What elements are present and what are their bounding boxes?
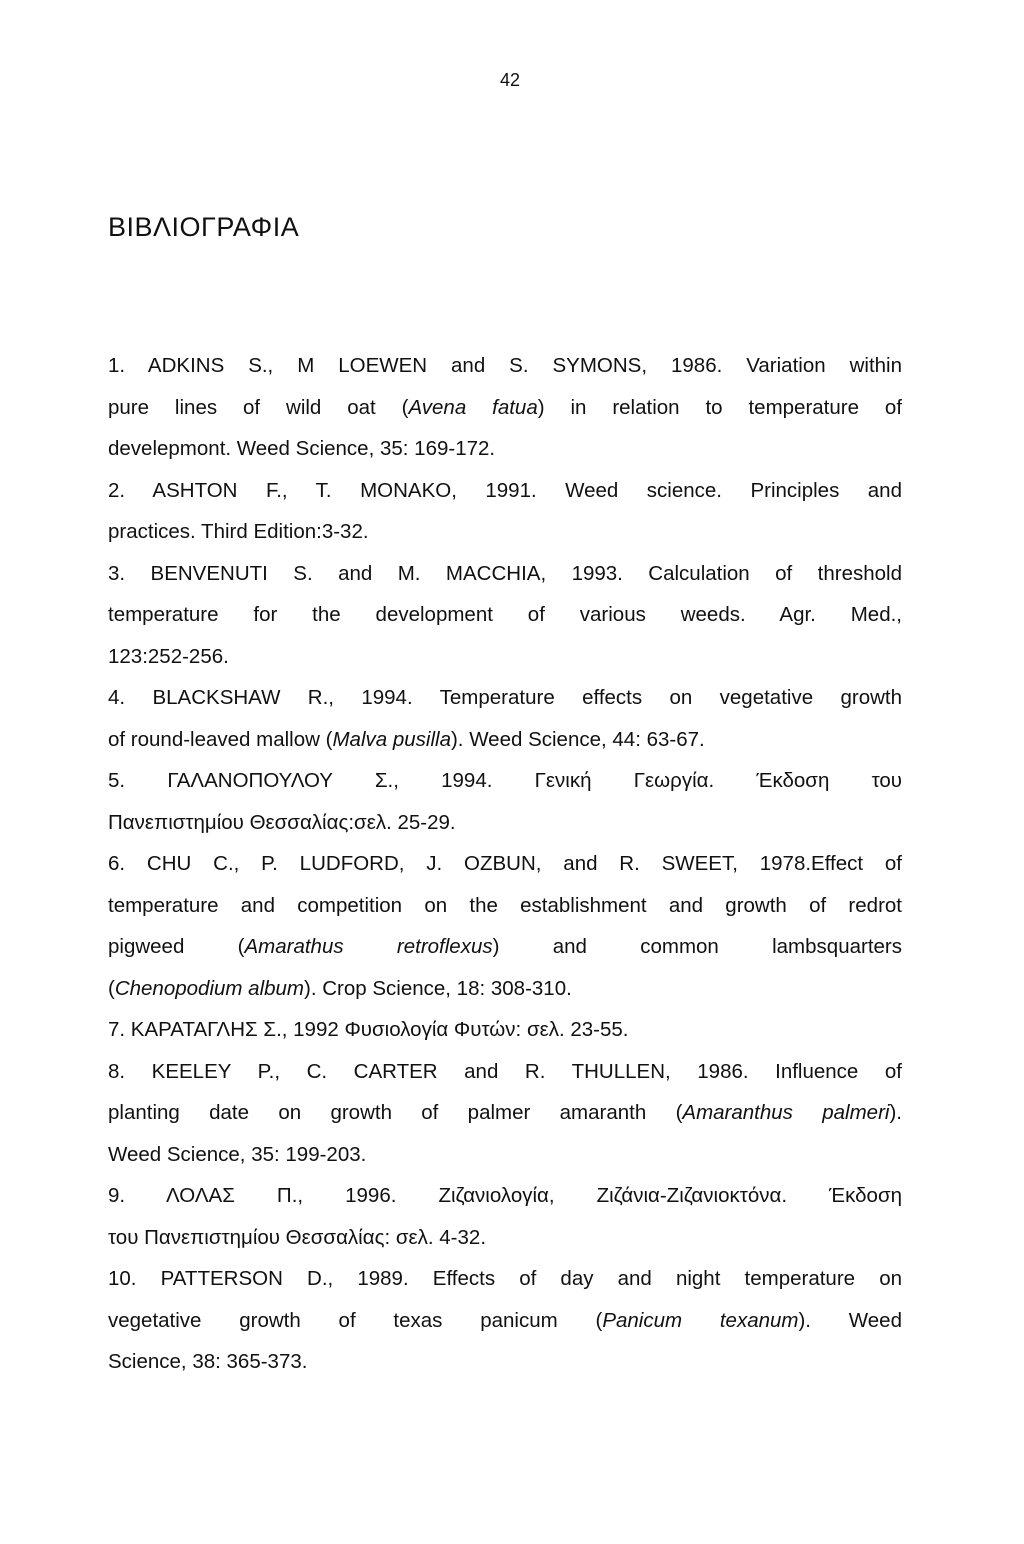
reference-line [108,719,902,761]
reference-text: planting date on growth of palmer amaranth ( [108,1101,683,1124]
reference-text: temperature for the development of various weeds. Agr. Med., [108,603,902,626]
reference-entry [108,345,902,470]
reference-text: of round-leaved mallow ( [108,727,333,751]
reference-text: Weed Science, 35: 199-203. [108,1142,367,1166]
bibliography-heading: ΒΙΒΛΙΟΓΡΑΦΙΑ [108,212,300,242]
species-name: Avena fatua [408,395,538,419]
reference-line [108,1134,902,1176]
reference-text: temperature and competition on the establishment and growth of redrot [108,893,902,917]
reference-line [108,760,902,802]
reference-text: Πανεπιστημίου Θεσσαλίας:σελ. 25-29. [108,810,456,834]
reference-text: 9. ΛΟΛΑΣ Π., 1996. Ζιζανιολογία, Ζιζάνια-Ζιζανιοκτόνα. Έκδοση [108,1184,902,1207]
reference-text: 7. ΚΑΡΑΤΑΓΛΗΣ Σ., 1992 Φυσιολογία Φυτών: σελ. 23-55. [108,1018,629,1041]
reference-line [108,843,902,885]
reference-line [108,387,902,429]
reference-line [108,636,902,678]
reference-list [108,345,902,1383]
reference-text: του Πανεπιστημίου Θεσσαλίας: σελ. 4-32. [108,1225,487,1249]
reference-text: practices. Third Edition:3-32. [108,520,369,543]
reference-text: 2. ASHTON F., T. MONAKO, 1991. Weed science. Principles and [108,478,902,502]
reference-line [108,1175,902,1217]
reference-line [108,885,902,927]
reference-line [108,428,902,470]
reference-text: ) in relation to temperature of [537,395,902,419]
reference-entry [108,677,902,760]
reference-text: ). Weed [798,1308,902,1332]
reference-text: ). [889,1101,902,1124]
reference-text: 10. PATTERSON D., 1989. Effects of day and night temperature on [108,1267,902,1290]
reference-entry [108,470,902,553]
reference-entry [108,760,902,843]
reference-text: ) and common lambsquarters [492,935,902,958]
reference-entry [108,1051,902,1176]
page-number: 42 [499,70,521,90]
reference-text: 1. ADKINS S., M LOEWEN and S. SYMONS, 1986. Variation within [108,354,902,377]
reference-line [108,1300,902,1342]
reference-text: ( [108,976,115,1000]
reference-line [108,1009,902,1051]
reference-entry [108,553,902,678]
reference-text: 6. CHU C., P. LUDFORD, J. OZBUN, and R. SWEET, 1978.Effect of [108,852,902,875]
reference-text: 3. BENVENUTI S. and M. MACCHIA, 1993. Calculation of threshold [108,561,902,585]
reference-line [108,926,902,968]
species-name: Malva pusilla [332,727,451,751]
species-name: Amaranthus palmeri [682,1101,890,1124]
reference-entry [108,1175,902,1258]
species-name: Panicum texanum [602,1308,799,1332]
reference-line [108,1217,902,1259]
reference-entry [108,843,902,1009]
reference-text: 5. ΓΑΛΑΝΟΠΟΥΛΟΥ Σ., 1994. Γενική Γεωργία. Έκδοση του [108,769,902,792]
reference-text: ). Weed Science, 44: 63-67. [450,727,705,751]
reference-entry [108,1009,902,1051]
reference-text: pure lines of wild oat ( [108,395,409,419]
reference-line [108,677,902,719]
reference-line [108,511,902,553]
reference-text: develepmont. Weed Science, 35: 169-172. [108,437,496,460]
reference-entry [108,1258,902,1383]
reference-text: vegetative growth of texas panicum ( [108,1308,603,1332]
species-name: Amarathus retroflexus [244,935,493,958]
reference-line [108,1092,902,1134]
reference-line [108,1341,902,1383]
reference-line [108,968,902,1010]
species-name: Chenopodium album [114,976,305,1000]
reference-line [108,1051,902,1093]
reference-text: 4. BLACKSHAW R., 1994. Temperature effects on vegetative growth [108,686,902,709]
reference-text: Science, 38: 365-373. [108,1350,308,1373]
reference-text: pigweed ( [108,935,245,958]
reference-text: 123:252-256. [108,644,229,668]
reference-text: 8. KEELEY P., C. CARTER and R. THULLEN, 1986. Influence of [108,1059,902,1083]
reference-text: ). Crop Science, 18: 308-310. [304,976,572,1000]
reference-line [108,802,902,844]
reference-line [108,553,902,595]
reference-line [108,470,902,512]
reference-line [108,594,902,636]
reference-line [108,345,902,387]
reference-line [108,1258,902,1300]
